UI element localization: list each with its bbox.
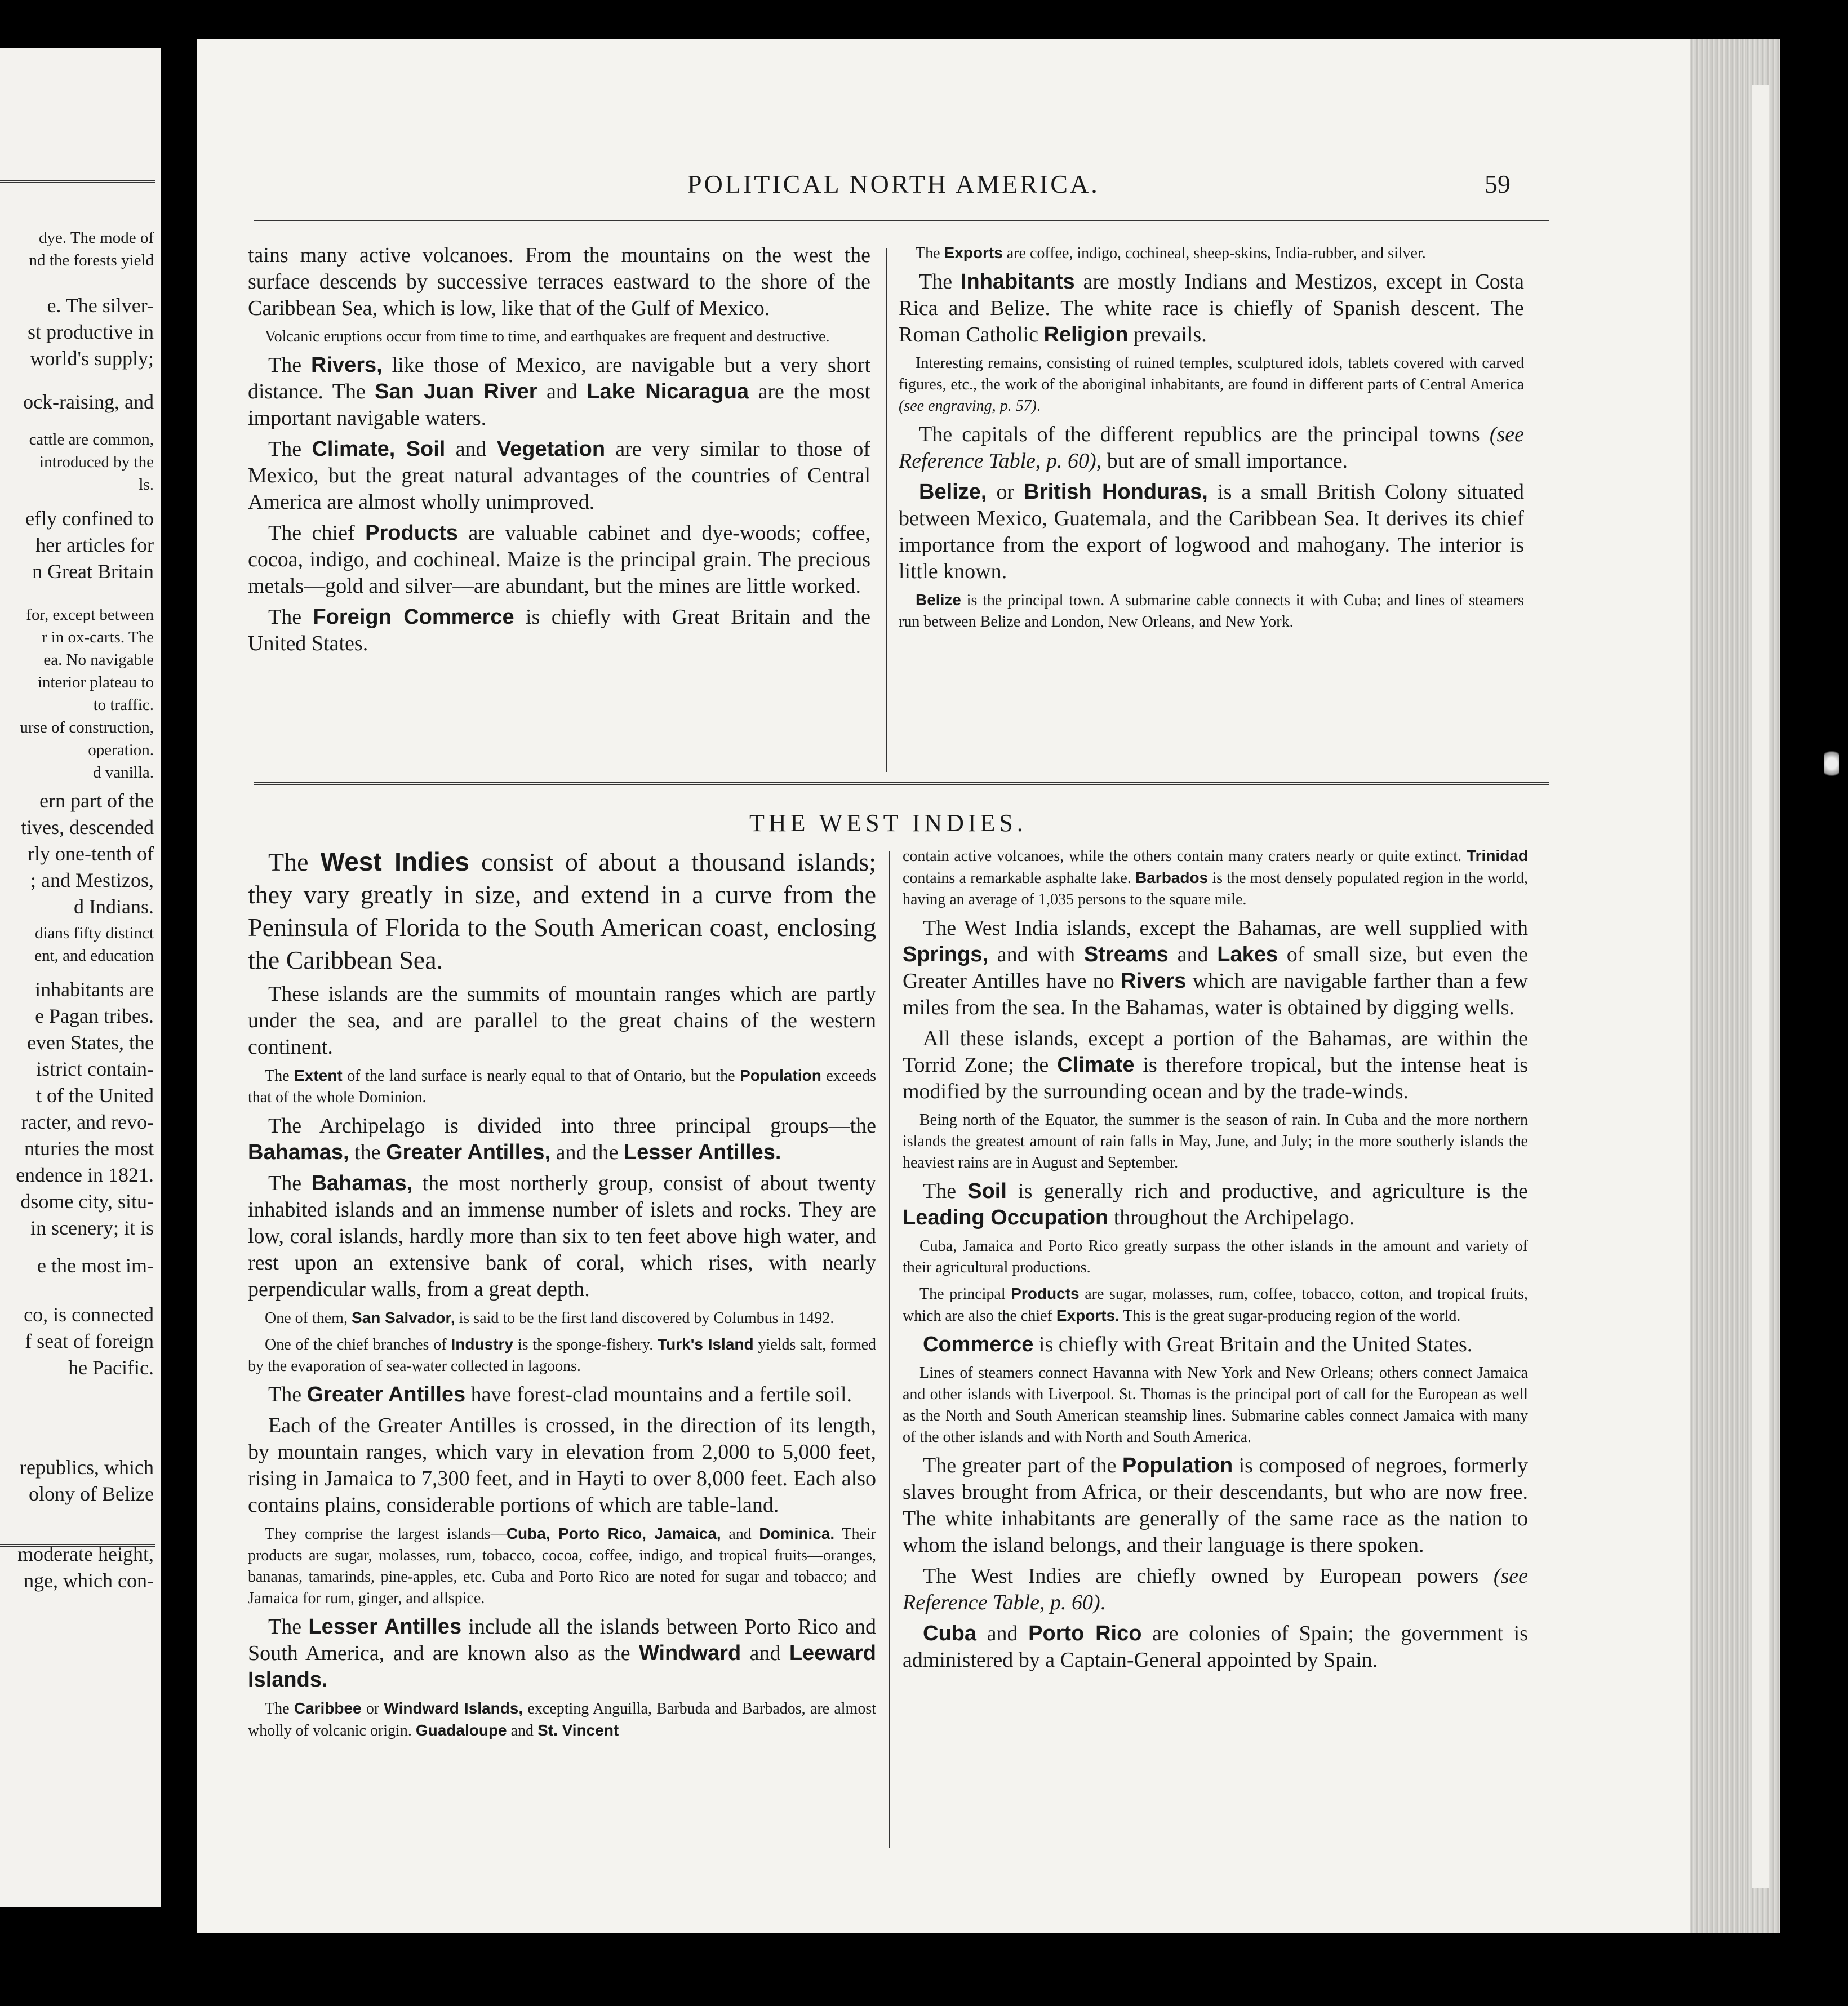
left-page-line: ea. No navigable [43, 651, 154, 669]
paragraph: Belize, or British Honduras, is a small British Colony situated between Mexico, Guatemala, and the Caribbean Sea. It derives its chief importance from the export of logwood and mahogany. The interior is little known. [899, 480, 1524, 583]
paragraph: Lines of steamers connect Havanna with New York and New Orleans; others connect Jamaica and other islands with Liverpool. St. Thomas is the principal port of call for the European as well as the North and South American steamship lines. Submarine cables connect Jamaica with many of the other islands and with North and South America. [903, 1364, 1528, 1446]
paragraph: Cuba and Porto Rico are colonies of Spain; the government is administered by a Captain-General appointed by Spain. [903, 1622, 1528, 1672]
upper-column-divider [886, 248, 887, 772]
header-rule [254, 220, 1549, 221]
left-page-line: d vanilla. [93, 764, 154, 782]
left-page-line: inhabitants are [35, 978, 154, 1001]
left-page-line: her articles for [35, 534, 154, 556]
left-page-line: urse of construction, [20, 718, 154, 736]
paragraph: Each of the Greater Antilles is crossed, in the direction of its length, by mountain ranges, which vary in elevation from 2,000 to 5,000 feet, rising in Jamaica to 7,300 feet, and in Hayti to over 8,000 feet. Each also contains plains, considerable portions of which are table-land. [248, 1414, 876, 1517]
paragraph: The West India islands, except the Bahamas, are well supplied with Springs, and with Streams and Lakes of small size, but even the Greater Antilles have no Rivers which are navigable farther than a few miles from the sea. In the Bahamas, water is obtained by digging wells. [903, 916, 1528, 1019]
lower-left-column [248, 845, 876, 1848]
paragraph: contain active volcanoes, while the others contain many craters nearly or quite extinct. Trinidad contains a remarkable asphalte lake. Barbados is the most densely populated region in the world, having an average of 1,035 persons to the square mile. [903, 847, 1528, 908]
paragraph: The Exports are coffee, indigo, cochineal, sheep-skins, India-rubber, and silver. [916, 244, 1426, 262]
left-page-line: interior plateau to [37, 673, 154, 691]
paragraph: The Climate, Soil and Vegetation are very similar to those of Mexico, but the great natural advantages of the countries of Central America are almost wholly unimproved. [248, 437, 870, 514]
left-page-line: ent, and education [34, 947, 154, 965]
paragraph: The West Indies are chiefly owned by European powers (see Reference Table, p. 60). [903, 1564, 1528, 1614]
left-page-line: e the most im- [37, 1254, 154, 1277]
book-page [197, 39, 1693, 1933]
left-page-line: istrict contain- [36, 1058, 154, 1080]
paragraph: Being north of the Equator, the summer is the season of rain. In Cuba and the more northern islands the greatest amount of rain falls in May, June, and July; in the more southerly islands the heaviest rains are in August and September. [903, 1111, 1528, 1171]
left-page-line: nd the forests yield [29, 251, 154, 269]
left-page-rule [0, 1544, 155, 1547]
upper-right-column [899, 242, 1524, 761]
left-page-line: nturies the most [24, 1137, 154, 1160]
page-edge-strip [1752, 85, 1769, 1888]
left-page-line: nge, which con- [24, 1569, 154, 1592]
left-page-line: st productive in [28, 321, 154, 343]
section-title: THE WEST INDIES. [749, 809, 1027, 837]
left-page-line: t of the United [36, 1084, 154, 1107]
left-page-line: even States, the [27, 1031, 154, 1054]
left-page-line: republics, which [20, 1456, 154, 1479]
paragraph: The Rivers, like those of Mexico, are navigable but a very short distance. The San Juan River and Lake Nicaragua are the most important navigable waters. [248, 353, 870, 430]
left-page-line: ern part of the [39, 789, 154, 812]
page-number: 59 [1485, 170, 1511, 198]
paragraph: All these islands, except a portion of the Bahamas, are within the Torrid Zone; the Climate is therefore tropical, but the intense heat is modified by the surrounding ocean and by the trade-winds. [903, 1027, 1528, 1103]
paragraph: The chief Products are valuable cabinet and dye-woods; coffee, cocoa, indigo, and cochineal. Maize is the principal grain. The precious metals—gold and silver—are abundant, but the mines are little worked. [248, 521, 870, 598]
paragraph: The Greater Antilles have forest-clad mountains and a fertile soil. [268, 1383, 852, 1406]
section-rule [254, 782, 1549, 785]
left-page-fragment [0, 48, 161, 1907]
paragraph: Cuba, Jamaica and Porto Rico greatly surpass the other islands in the amount and variety of their agricultural productions. [903, 1237, 1528, 1276]
scan-artifact [1824, 747, 1839, 780]
left-page-line: ock-raising, and [23, 390, 154, 413]
left-page-line: d Indians. [74, 895, 154, 918]
paragraph: The Extent of the land surface is nearly equal to that of Ontario, but the Population exceeds that of the whole Dominion. [248, 1067, 876, 1106]
left-page-line: ; and Mestizos, [30, 869, 154, 891]
paragraph: The Bahamas, the most northerly group, consist of about twenty inhabited islands and an immense number of islets and rocks. They are low, coral islands, hardly more than six to ten feet above high water, and rest upon an extensive bank of coral, which rises, with nearly perpendicular walls, from a great depth. [248, 1171, 876, 1301]
page-edges [1690, 39, 1780, 1933]
paragraph: The greater part of the Population is composed of negroes, formerly slaves brought from Africa, or their descendants, but who are now free. The white inhabitants are generally of the same race as the nation to whom the island belongs, and their language is there spoken. [903, 1454, 1528, 1557]
left-page-line: rly one-tenth of [28, 842, 154, 865]
upper-left-column [248, 242, 870, 761]
paragraph: The Foreign Commerce is chiefly with Great Britain and the United States. [248, 605, 870, 655]
paragraph: The capitals of the different republics are the principal towns (see Reference Table, p. 60), but are of small importance. [899, 423, 1524, 473]
paragraph: The Lesser Antilles include all the islands between Porto Rico and South America, and are known also as the Windward and Leeward Islands. [248, 1615, 876, 1692]
paragraph: tains many active volcanoes. From the mountains on the west the surface descends by successive terraces eastward to the shore of the Caribbean Sea, which is low, like that of the Gulf of Mexico. [248, 243, 870, 320]
running-head: POLITICAL NORTH AMERICA. [687, 170, 1100, 198]
paragraph: Volcanic eruptions occur from time to time, and earthquakes are frequent and destructive. [265, 328, 830, 345]
left-page-line: efly confined to [25, 507, 154, 530]
paragraph: The Soil is generally rich and productive, and agriculture is the Leading Occupation throughout the Archipelago. [903, 1179, 1528, 1230]
paragraph: One of the chief branches of Industry is the sponge-fishery. Turk's Island yields salt, formed by the evaporation of sea-water collected in lagoons. [248, 1335, 876, 1375]
paragraph: These islands are the summits of mountain ranges which are partly under the sea, and are parallel to the great chains of the western continent. [248, 982, 876, 1059]
left-page-line: world's supply; [30, 347, 154, 370]
left-page-line: dsome city, situ- [20, 1190, 154, 1213]
paragraph: The West Indies consist of about a thousand islands; they vary greatly in size, and extend in a curve from the Peninsula of Florida to the South American coast, enclosing the Caribbean Sea. [248, 847, 876, 974]
left-page-line: endence in 1821. [16, 1164, 154, 1186]
paragraph: The principal Products are sugar, molasses, rum, coffee, tobacco, cotton, and tropical fruits, which are also the chief Exports. This is the great sugar-producing region of the world. [903, 1285, 1528, 1325]
left-page-line: e Pagan tribes. [35, 1005, 154, 1027]
paragraph: Interesting remains, consisting of ruined temples, sculptured idols, tablets covered with carved figures, etc., the work of the aboriginal inhabitants, are found in different parts of Central America (see engraving, p. 57). [899, 354, 1524, 415]
left-page-line: dye. The mode of [38, 229, 154, 247]
left-page-line: f seat of foreign [25, 1330, 154, 1352]
paragraph: Belize is the principal town. A submarine cable connects it with Cuba; and lines of steamers run between Belize and London, New Orleans, and New York. [899, 591, 1524, 631]
page-header [197, 169, 1693, 208]
left-page-line: olony of Belize [29, 1483, 154, 1505]
left-page-line: dians fifty distinct [34, 924, 154, 942]
left-page-line: operation. [88, 741, 154, 759]
left-page-line: racter, and revo- [21, 1111, 154, 1133]
left-page-line: r in ox-carts. The [41, 628, 154, 646]
left-page-line: co, is connected [24, 1303, 154, 1326]
left-page-line: in scenery; it is [30, 1217, 154, 1239]
left-page-line: cattle are common, [29, 431, 154, 449]
left-page-line: to traffic. [93, 696, 154, 714]
left-page-line: moderate height, [17, 1543, 154, 1565]
paragraph: Commerce is chiefly with Great Britain and the United States. [923, 1333, 1473, 1356]
left-page-line: e. The silver- [47, 294, 154, 317]
paragraph: The Inhabitants are mostly Indians and Mestizos, except in Costa Rica and Belize. The white race is chiefly of Spanish descent. The Roman Catholic Religion prevails. [899, 270, 1524, 347]
paragraph: The Archipelago is divided into three principal groups—the Bahamas, the Greater Antilles, and the Lesser Antilles. [248, 1114, 876, 1164]
paragraph: One of them, San Salvador, is said to be the first land discovered by Columbus in 1492. [265, 1309, 834, 1327]
paragraph: They comprise the largest islands—Cuba, Porto Rico, Jamaica, and Dominica. Their products are sugar, molasses, rum, tobacco, cocoa, coffee, indigo, and tropical fruits—oranges, bananas, tamarinds, pine-apples, etc. Cuba and Porto Rico are noted for sugar and tobacco; and Jamaica for rum, ginger, and allspice. [248, 1525, 876, 1607]
left-page-line: n Great Britain [32, 560, 154, 583]
left-page-line: tives, descended [21, 816, 154, 838]
left-page-line: introduced by the [39, 453, 154, 471]
lower-right-column [903, 845, 1528, 1848]
left-page-rule [0, 180, 155, 183]
left-page-line: for, except between [26, 606, 154, 624]
left-page-line: ls. [139, 476, 154, 494]
paragraph: The Caribbee or Windward Islands, excepting Anguilla, Barbuda and Barbados, are almost wholly of volcanic origin. Guadaloupe and St. Vincent [248, 1699, 876, 1739]
lower-column-divider [889, 851, 890, 1848]
left-page-line: he Pacific. [68, 1356, 154, 1379]
